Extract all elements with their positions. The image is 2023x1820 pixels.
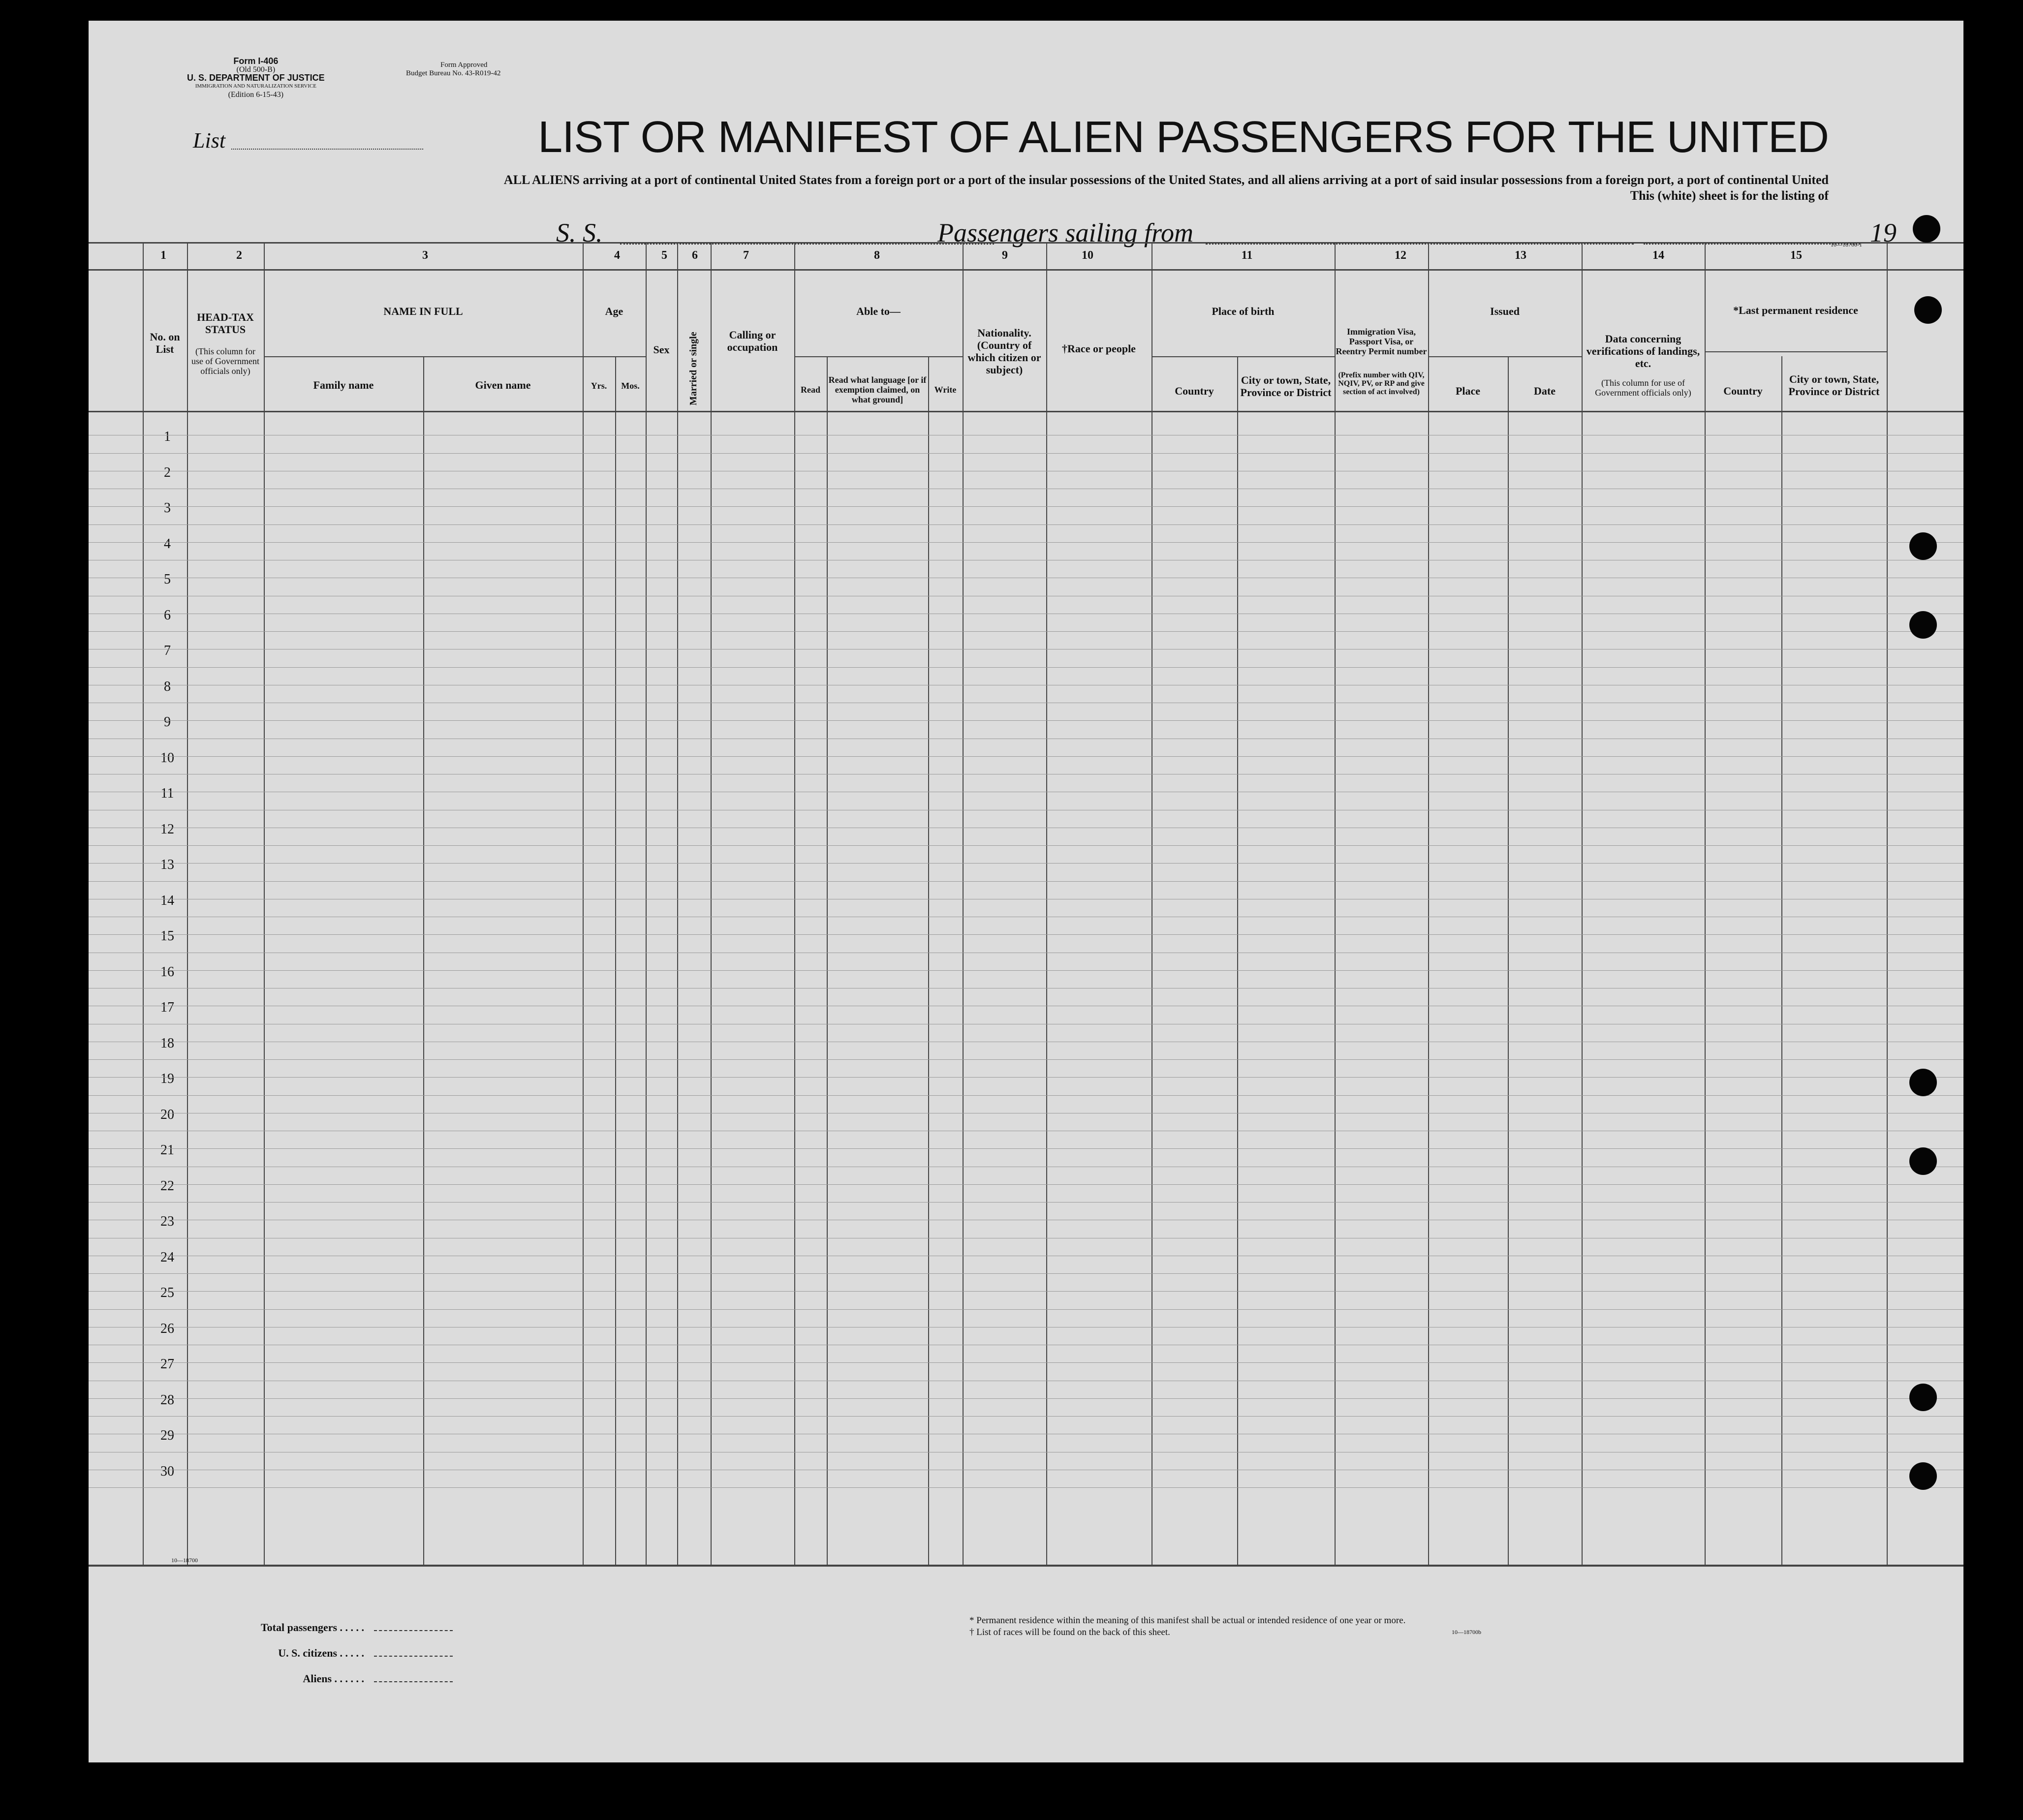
form-identification: [187, 57, 325, 99]
header-last-residence: *Last permanent residence: [1733, 304, 1858, 316]
row-rule: [89, 970, 1963, 971]
column-number-3: 3: [422, 249, 428, 262]
col-rule-res-city: [1781, 356, 1782, 1565]
binding-hole: [1909, 611, 1937, 639]
binding-hole: [1909, 1069, 1937, 1096]
binding-hole: [1913, 215, 1940, 243]
service-name: IMMIGRATION AND NATURALIZATION SERVICE: [195, 83, 316, 89]
budget-number: Budget Bureau No. 43-R019-42: [406, 69, 501, 77]
footnote-residence: * Permanent residence within the meaning of this manifest shall be actual or intended residence of one year or more.: [969, 1615, 1406, 1626]
row-number: 28: [160, 1392, 174, 1408]
row-number: 12: [160, 821, 174, 837]
header-birth-city: City or town, State, Province or District: [1240, 374, 1332, 399]
binding-hole: [1909, 1147, 1937, 1175]
col-rule-residence: [1705, 242, 1706, 1565]
column-number-11: 11: [1241, 249, 1253, 262]
us-citizens-row: U. S. citizens . . . . .: [261, 1640, 453, 1666]
col-rule-name: [264, 242, 265, 1565]
row-number: 30: [160, 1463, 174, 1479]
issued-subheader-rule: [1428, 356, 1582, 357]
list-label: List: [193, 128, 226, 153]
row-number: 10: [160, 750, 174, 766]
row-number: 5: [164, 572, 171, 587]
row-rule: [89, 1184, 1963, 1185]
header-verifications: Data concerning verifications of landings, etc.: [1586, 333, 1700, 370]
header-visa-note: (Prefix number with QIV, NQIV, PV, or RP and give section of act involved): [1338, 371, 1425, 396]
col-rule-date: [1508, 356, 1509, 1565]
row-rule: [89, 863, 1963, 864]
table-bottom-rule: [89, 1565, 1963, 1567]
header-bottom-rule: [89, 411, 1963, 412]
total-passengers-row: Total passengers . . . . .: [261, 1615, 453, 1640]
row-number: 11: [160, 786, 174, 801]
column-number-2: 2: [236, 249, 242, 262]
col-rule-verifications: [1582, 242, 1583, 1565]
col-rule-sex: [646, 242, 647, 1565]
subtitle-line-2: This (white) sheet is for the listing of: [1630, 188, 1829, 203]
row-rule: [89, 1362, 1963, 1363]
total-passengers-label: Total passengers: [261, 1621, 338, 1634]
col-rule-married: [677, 242, 678, 1565]
row-rule: [89, 667, 1963, 668]
manifest-sheet: [89, 21, 1963, 1762]
row-number: 17: [160, 1000, 174, 1015]
header-issued-date: Date: [1534, 385, 1556, 397]
form-old-number: (Old 500-B): [236, 65, 276, 74]
footnotes: [969, 1615, 1405, 1638]
row-number: 20: [160, 1107, 174, 1122]
header-sex: Sex: [653, 343, 670, 356]
year-prefix: 19: [1870, 218, 1897, 247]
row-number: 18: [160, 1035, 174, 1051]
form-code-top: 10—18700-1: [1831, 241, 1862, 248]
header-no-on-list: No. on List: [150, 331, 180, 355]
header-age: Age: [605, 305, 623, 317]
ss-label: S. S.: [556, 218, 603, 247]
row-rule: [89, 756, 1963, 757]
row-rule: [89, 845, 1963, 846]
header-head-tax: HEAD-TAX STATUS: [197, 311, 254, 336]
page-title: LIST OR MANIFEST OF ALIEN PASSENGERS FOR THE UNITED: [538, 113, 1829, 162]
col-rule-calling: [711, 242, 712, 1565]
header-residence-country: Country: [1723, 385, 1763, 397]
header-residence-city: City or town, State, Province or District: [1788, 373, 1880, 398]
header-age-months: Mos.: [621, 381, 640, 391]
column-number-12: 12: [1395, 249, 1406, 262]
header-married: Married or single: [688, 332, 699, 405]
col-rule-mos: [615, 356, 616, 1565]
row-rule: [89, 1202, 1963, 1203]
footnote-races: † List of races will be found on the back of this sheet.: [969, 1627, 1170, 1637]
row-rule: [89, 1416, 1963, 1417]
row-number: 23: [160, 1214, 174, 1229]
header-able-to: Able to—: [856, 305, 901, 317]
total-passengers-field[interactable]: [374, 1630, 453, 1631]
column-number-6: 6: [692, 249, 698, 262]
header-verifications-note: (This column for use of Government officials only): [1595, 378, 1691, 398]
header-race: †Race or people: [1062, 342, 1136, 355]
row-number: 13: [160, 857, 174, 872]
col-rule-visa: [1335, 242, 1336, 1565]
row-number: 26: [160, 1321, 174, 1336]
name-subheader-rule: [264, 356, 583, 357]
manifest-table: [89, 242, 1963, 1571]
birth-subheader-rule: [1152, 356, 1335, 357]
age-subheader-rule: [583, 356, 646, 357]
row-number: 22: [160, 1178, 174, 1194]
column-number-4: 4: [614, 249, 620, 262]
col-rule-nationality: [963, 242, 964, 1565]
header-calling: Calling or occupation: [727, 329, 778, 353]
row-number: 16: [160, 964, 174, 980]
row-rule: [89, 881, 1963, 882]
header-read-what: Read what language [or if exemption claimed, on what ground]: [828, 375, 927, 404]
header-visa: Immigration Visa, Passport Visa, or Reentry Permit number: [1336, 327, 1427, 356]
aliens-label: Aliens: [303, 1672, 332, 1685]
form-code-bottom: 10—18700: [171, 1557, 198, 1564]
row-rule: [89, 934, 1963, 935]
row-rule: [89, 524, 1963, 525]
column-number-15: 15: [1790, 249, 1802, 262]
aliens-row: Aliens . . . . . .: [261, 1666, 453, 1692]
header-name-in-full: NAME IN FULL: [383, 305, 463, 317]
row-number: 27: [160, 1357, 174, 1372]
row-rule: [89, 631, 1963, 632]
col-rule-given: [423, 356, 424, 1565]
col-rule-readwhat: [827, 356, 828, 1565]
col-rule-age: [583, 242, 584, 1565]
page-subtitle: [504, 172, 1829, 204]
department-name: U. S. DEPARTMENT OF JUSTICE: [187, 73, 325, 83]
us-citizens-field[interactable]: [374, 1656, 453, 1657]
row-rule: [89, 1291, 1963, 1292]
row-number: 25: [160, 1285, 174, 1300]
header-nationality: Nationality. (Country of which citizen or subject): [967, 327, 1041, 376]
row-rule: [89, 1148, 1963, 1149]
passenger-totals: [261, 1615, 453, 1692]
column-number-10: 10: [1082, 249, 1093, 262]
header-age-years: Yrs.: [591, 381, 607, 391]
col-rule-issued: [1428, 242, 1429, 1565]
col-rule-able: [794, 242, 795, 1565]
form-code-footer: 10—18700b: [1452, 1629, 1481, 1635]
binding-hole: [1914, 296, 1942, 324]
col-rule-right: [1887, 242, 1888, 1565]
row-number: 4: [164, 536, 171, 552]
row-rule: [89, 1398, 1963, 1399]
col-rule-birth-city: [1237, 356, 1238, 1565]
row-number: 8: [164, 679, 171, 694]
form-number: Form I-406: [233, 56, 279, 66]
row-number: 3: [164, 500, 171, 516]
column-number-8: 8: [874, 249, 880, 262]
binding-hole: [1909, 1384, 1937, 1411]
budget-approval: [406, 61, 500, 78]
header-write: Write: [934, 385, 957, 395]
row-number: 14: [160, 893, 174, 908]
header-number-rule: [89, 269, 1963, 271]
row-number: 7: [164, 643, 171, 658]
sailing-label: Passengers sailing from: [937, 218, 1194, 247]
row-number: 6: [164, 607, 171, 623]
row-number: 1: [164, 429, 171, 444]
able-subheader-rule: [794, 356, 963, 357]
binding-hole: [1909, 532, 1937, 560]
us-citizens-label: U. S. citizens: [278, 1647, 338, 1659]
form-approved: Form Approved: [440, 61, 488, 69]
row-rule: [89, 453, 1963, 454]
header-place-of-birth: Place of birth: [1212, 305, 1275, 317]
column-number-1: 1: [160, 249, 166, 262]
table-top-rule: [89, 242, 1963, 244]
row-number: 9: [164, 714, 171, 730]
row-number: 29: [160, 1428, 174, 1443]
column-number-7: 7: [743, 249, 749, 262]
row-number: 15: [160, 928, 174, 944]
row-number: 19: [160, 1071, 174, 1086]
header-given-name: Given name: [475, 379, 531, 391]
column-number-14: 14: [1652, 249, 1664, 262]
row-rule: [89, 1059, 1963, 1060]
row-rule: [89, 1273, 1963, 1274]
header-issued-place: Place: [1455, 385, 1481, 397]
row-rule: [89, 1487, 1963, 1488]
header-head-tax-note: (This column for use of Government officials only): [191, 346, 259, 376]
header-issued: Issued: [1490, 305, 1520, 317]
row-rule: [89, 720, 1963, 721]
aliens-field[interactable]: [374, 1681, 453, 1682]
row-rule: [89, 1077, 1963, 1078]
row-rule: [89, 1309, 1963, 1310]
row-rule: [89, 1095, 1963, 1096]
list-number-field[interactable]: [231, 149, 423, 150]
column-number-5: 5: [661, 249, 667, 262]
row-number: 21: [160, 1142, 174, 1158]
residence-subheader-rule: [1705, 351, 1887, 352]
column-number-13: 13: [1515, 249, 1526, 262]
header-birth-country: Country: [1175, 385, 1214, 397]
col-rule-write: [928, 356, 929, 1565]
binding-hole: [1909, 1462, 1937, 1490]
header-read: Read: [801, 385, 820, 395]
subtitle-line-1: ALL ALIENS arriving at a port of continental United States from a foreign port or a port of the insular possessions of the United States, and all aliens arriving at a port of said insular possessions from a foreign port, a port of continental United: [503, 173, 1829, 187]
row-number: 24: [160, 1249, 174, 1265]
column-number-9: 9: [1002, 249, 1008, 262]
header-family-name: Family name: [313, 379, 374, 391]
row-rule: [89, 506, 1963, 507]
form-edition: (Edition 6-15-43): [228, 91, 284, 99]
col-rule-race: [1046, 242, 1047, 1565]
row-rule: [89, 542, 1963, 543]
row-number: 2: [164, 464, 171, 480]
